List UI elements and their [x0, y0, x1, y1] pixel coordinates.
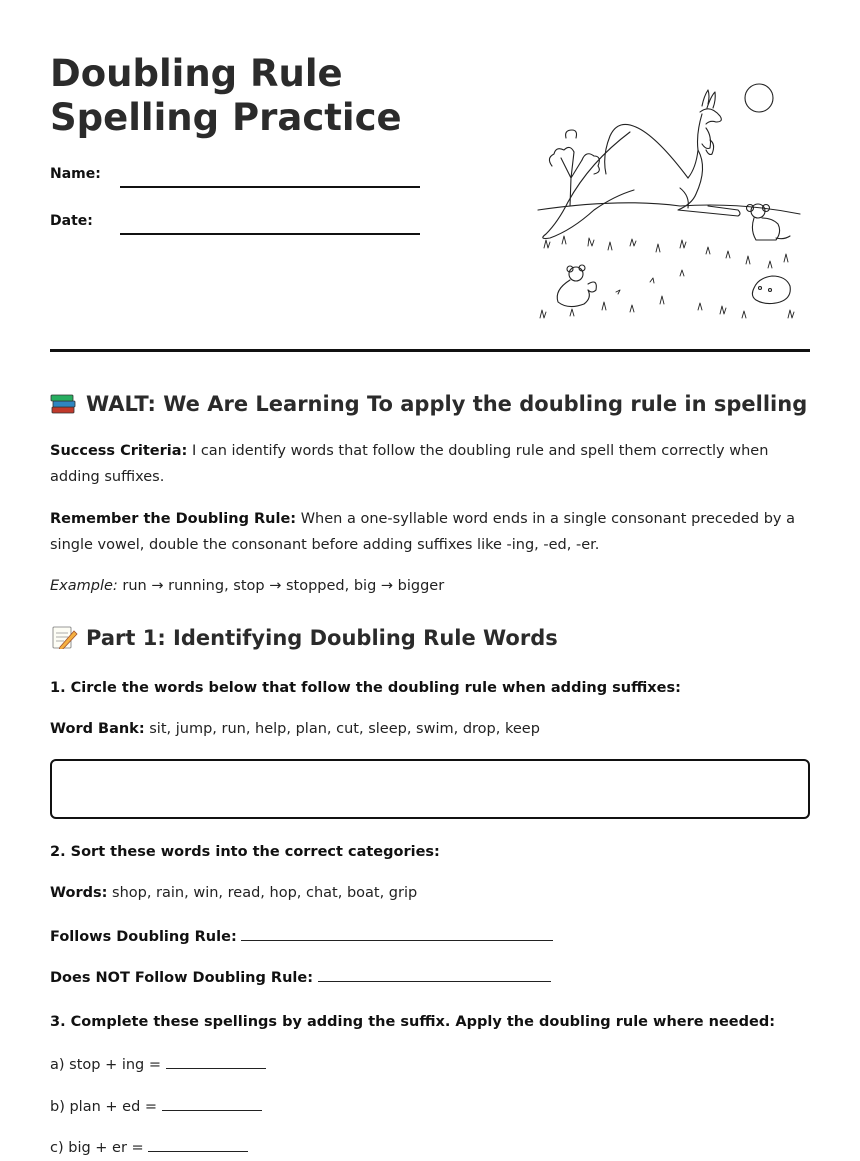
follows-rule-row [50, 927, 553, 945]
follows-rule-answer-line[interactable] [241, 927, 553, 941]
name-field[interactable] [120, 186, 420, 188]
memo-pencil-icon [50, 625, 78, 649]
header-divider [50, 349, 810, 352]
question-1-answer-box[interactable] [50, 759, 810, 819]
page-title: Doubling Rule Spelling Practice [50, 52, 402, 139]
kangaroo-illustration [530, 78, 810, 328]
books-icon [50, 391, 78, 415]
sort-words-list: shop, rain, win, read, hop, chat, boat, grip [112, 885, 418, 901]
not-follows-rule-answer-line[interactable] [318, 968, 551, 982]
question-3: 3. Complete these spellings by adding the suffix. Apply the doubling rule where needed: [50, 1014, 776, 1030]
word-bank-words: sit, jump, run, help, plan, cut, sleep, swim, drop, keep [149, 721, 540, 737]
not-follows-rule-label: Does NOT Follow Doubling Rule: [50, 970, 314, 986]
mouse-icon [557, 265, 596, 307]
word-bank-label: Word Bank: [50, 721, 145, 737]
spelling-item [50, 1097, 262, 1115]
spelling-item [50, 1138, 248, 1156]
date-field[interactable] [120, 233, 420, 235]
sort-words [50, 885, 417, 901]
doubling-rule-reminder [50, 506, 810, 558]
wombat-icon [752, 276, 790, 304]
success-criteria [50, 438, 810, 490]
spelling-item-prompt: c) big + er = [50, 1140, 144, 1156]
doubling-rule-label: Remember the Doubling Rule: [50, 511, 297, 527]
follows-rule-label: Follows Doubling Rule: [50, 929, 237, 945]
spelling-item-answer-line[interactable] [148, 1138, 248, 1152]
name-label: Name: [50, 166, 101, 182]
example-text: run → running, stop → stopped, big → bigger [122, 578, 445, 594]
sun-icon [745, 84, 773, 112]
sort-words-label: Words: [50, 885, 108, 901]
doubling-rule-text: When a one-syllable word ends in a single consonant preceded by a single vowel, double the consonant before adding suffixes like -ing, -ed, -er. [50, 511, 795, 553]
word-bank [50, 721, 540, 737]
date-label: Date: [50, 213, 93, 229]
question-1: 1. Circle the words below that follow the doubling rule when adding suffixes: [50, 680, 681, 696]
walt-heading-text: WALT: We Are Learning To apply the doubling rule in spelling [86, 392, 808, 416]
success-criteria-label: Success Criteria: [50, 443, 188, 459]
walt-heading [50, 391, 807, 416]
question-2: 2. Sort these words into the correct categories: [50, 844, 440, 860]
example-label: Example: [50, 578, 118, 594]
success-criteria-text: I can identify words that follow the doubling rule and spell them correctly when adding suffixes. [50, 443, 769, 485]
spelling-item-answer-line[interactable] [162, 1097, 262, 1111]
spelling-item [50, 1055, 266, 1073]
koala-icon [747, 204, 791, 240]
part1-heading [50, 625, 558, 650]
spelling-item-prompt: a) stop + ing = [50, 1057, 162, 1073]
part1-heading-text: Part 1: Identifying Doubling Rule Words [86, 626, 558, 650]
spelling-item-answer-line[interactable] [166, 1055, 266, 1069]
not-follows-rule-row [50, 968, 551, 986]
example-line [50, 573, 810, 599]
spelling-item-prompt: b) plan + ed = [50, 1099, 158, 1115]
